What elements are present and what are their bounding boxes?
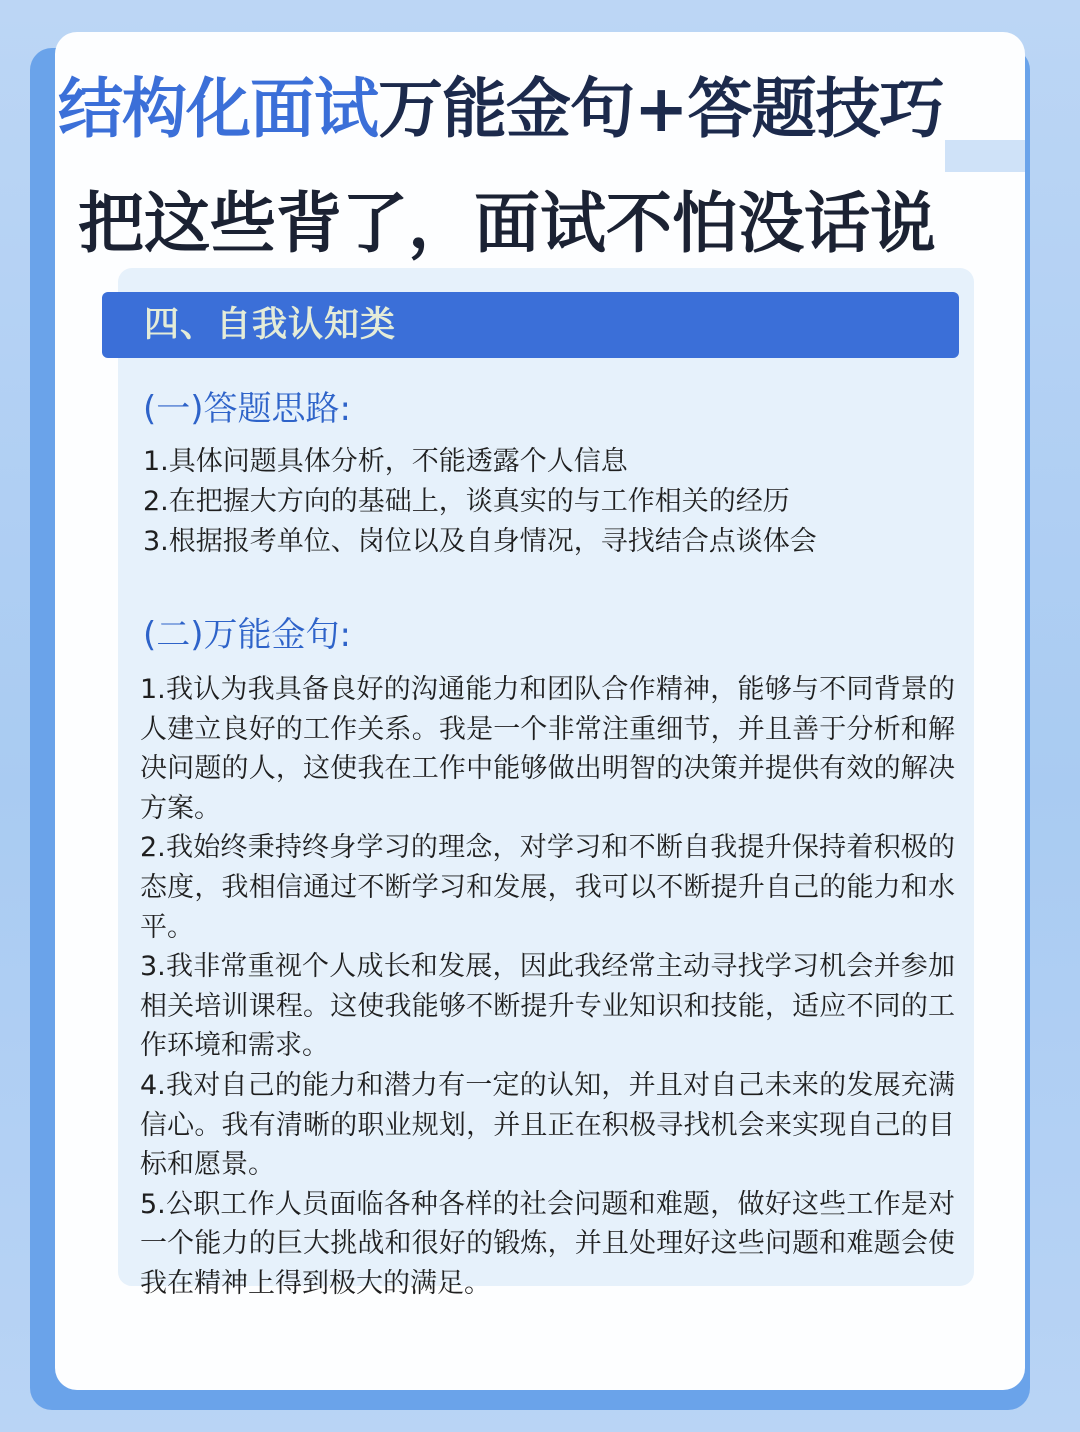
quote-item: 2.我始终秉持终身学习的理念，对学习和不断自我提升保持着积极的态度，我相信通过不断学习和发展，我可以不断提升自己的能力和水平。 — [140, 832, 955, 943]
section-header-label: 四、自我认知类 — [144, 305, 397, 345]
idea-item: 3.根据报考单位、岗位以及自身情况，寻找结合点谈体会 — [143, 526, 817, 557]
title-accent: 结构化面试 — [58, 72, 379, 147]
title-rest: 万能金句+答题技巧 — [378, 72, 944, 147]
section-header-bar — [102, 292, 959, 358]
quotes-heading: (二)万能金句: — [143, 615, 351, 655]
ideas-list — [143, 442, 963, 562]
quote-item: 5.公职工作人员面临各种各样的社会问题和难题，做好这些工作是对一个能力的巨大挑战和很好的锻炼，并且处理好这些问题和难题会使我在精神上得到极大的满足。 — [140, 1188, 955, 1299]
quote-item: 3.我非常重视个人成长和发展，因此我经常主动寻找学习机会并参加相关培训课程。这使我能够不断提升专业知识和技能，适应不同的工作环境和需求。 — [140, 951, 955, 1062]
quotes-list — [140, 670, 955, 1304]
ideas-heading: (一)答题思路: — [143, 389, 351, 429]
quote-item: 4.我对自己的能力和潜力有一定的认知，并且对自己未来的发展充满信心。我有清晰的职业规划，并且正在积极寻找机会来实现自己的目标和愿景。 — [140, 1069, 955, 1181]
idea-item: 1.具体问题具体分析，不能透露个人信息 — [143, 446, 628, 477]
quote-item: 1.我认为我具备良好的沟通能力和团队合作精神，能够与不同背景的人建立良好的工作关系。我是一个非常注重细节，并且善于分析和解决问题的人，这使我在工作中能够做出明智的决策并提供有效的解决方案。 — [140, 674, 955, 824]
page-subtitle: 把这些背了，面试不怕没话说 — [78, 185, 936, 262]
page-title — [58, 68, 1038, 152]
idea-item: 2.在把握大方向的基础上，谈真实的与工作相关的经历 — [143, 486, 790, 517]
